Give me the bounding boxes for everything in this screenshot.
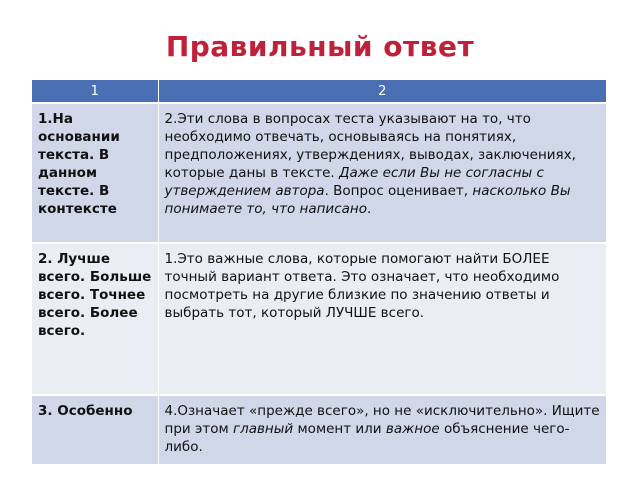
term-cell: 3. Особенно	[32, 395, 158, 464]
table-header-row	[32, 80, 606, 103]
description-cell	[158, 395, 606, 464]
description-cell	[158, 243, 606, 395]
term-cell: 2. Лучше всего. Больше всего. Точнее всего. Более всего.	[32, 243, 158, 395]
description-text: 1.Это важные слова, которые помогают найти БОЛЕЕ точный вариант ответа. Это означает, что необходимо посмотреть на другие близкие по значению ответы и выбрать тот, который ЛУЧШЕ всего.	[164, 251, 560, 321]
column-header-1: 1	[32, 80, 158, 103]
slide-title: Правильный ответ	[165, 30, 475, 63]
emphasis-text: важное	[385, 421, 440, 437]
description-text: . Вопрос оценивает,	[324, 183, 473, 199]
term-cell: 1.На основании текста. В данном тексте. В контексте	[32, 103, 158, 243]
emphasis-text: насколько Вы понимаете то, что написано	[164, 183, 571, 217]
table-row	[32, 395, 606, 464]
emphasis-text: главный	[232, 421, 294, 437]
description-text: момент или	[293, 421, 386, 437]
answer-table	[32, 80, 606, 464]
table-row	[32, 103, 606, 243]
description-text: .	[367, 201, 372, 217]
description-text: 2.Эти слова в вопросах теста указывают на то, что необходимо отвечать, основываясь на понятиях, предположениях, утверждениях, выводах, заключениях, которые даны в тексте.	[164, 111, 576, 181]
column-header-2: 2	[158, 80, 606, 103]
description-text: объяснение чего-либо.	[164, 421, 570, 455]
description-text: 4.Означает «прежде всего», но не «исключительно». Ищите при этом	[164, 403, 600, 437]
description-cell	[158, 103, 606, 243]
emphasis-text: Даже если Вы не согласны с утверждением автора	[164, 165, 544, 199]
table-row	[32, 243, 606, 395]
